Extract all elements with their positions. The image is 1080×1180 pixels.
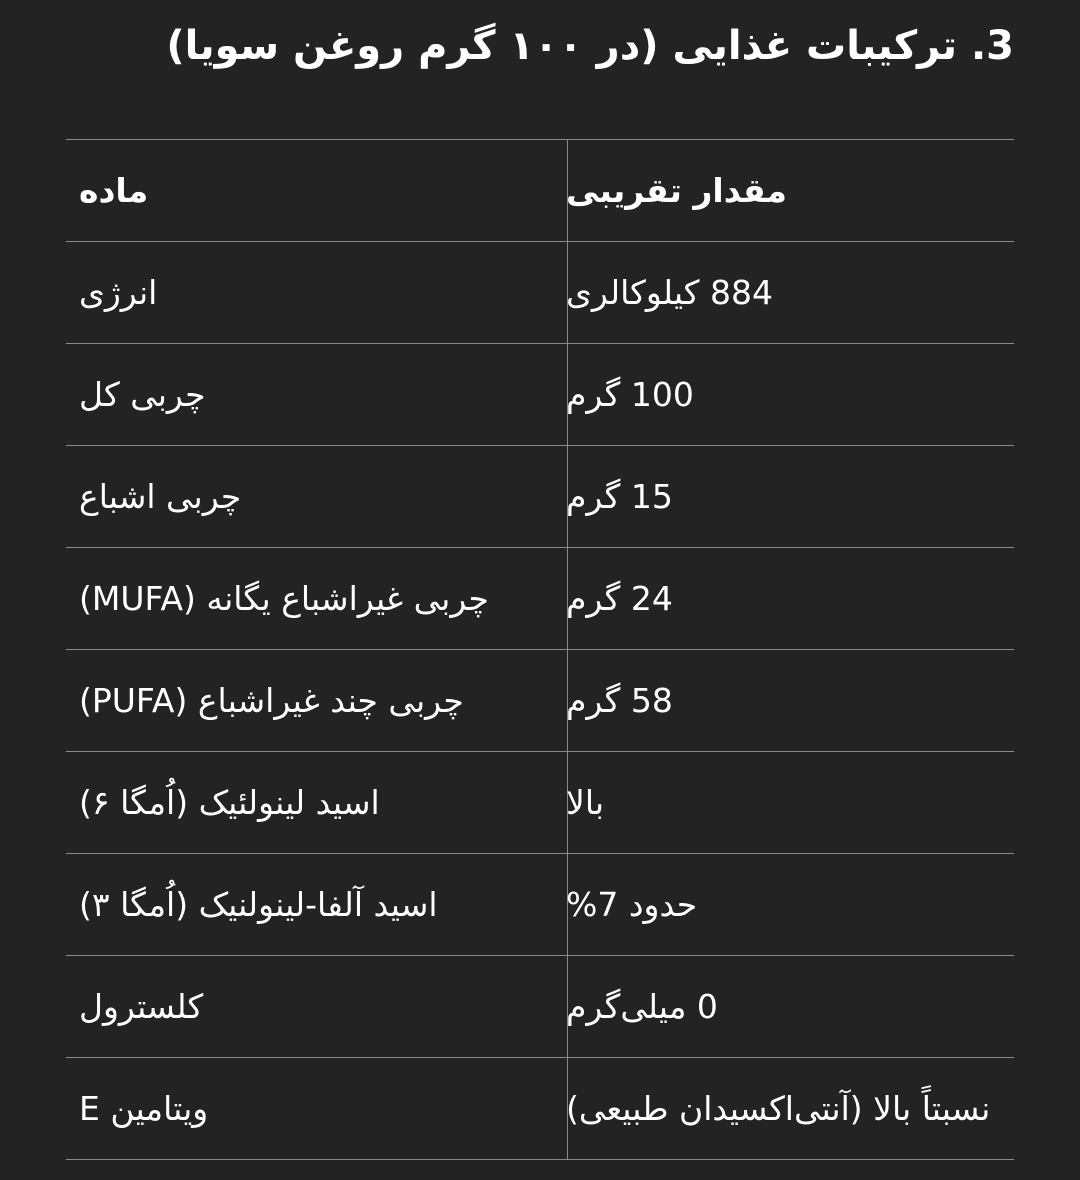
cell-substance: چربی چند غیراشباع (PUFA) [66,650,568,751]
cell-amount: 884 کیلوکالری [566,273,773,312]
nutrition-table [66,139,1014,1161]
table-row [66,650,1014,752]
cell-amount: 58 گرم [566,681,673,720]
cell-substance: چربی کل [66,344,568,445]
table-row [66,854,1014,956]
cell-substance: انرژی [66,242,568,343]
table-row [66,1058,1014,1160]
cell-substance: کلسترول [66,956,568,1057]
table-row [66,752,1014,854]
cell-amount: 24 گرم [566,579,673,618]
cell-substance: اسید آلفا-لینولنیک (اُمگا ۳) [66,854,568,955]
table-row [66,242,1014,344]
table-row [66,548,1014,650]
cell-substance: چربی اشباع [66,446,568,547]
section-heading: 3. ترکیبات غذایی (در ۱۰۰ گرم روغن سویا) [166,23,1014,69]
table-header-row [66,140,1014,242]
cell-amount: نسبتاً بالا (آنتی‌اکسیدان طبیعی) [566,1089,991,1128]
header-amount: مقدار تقریبی [566,171,787,210]
cell-amount: بالا [566,783,605,822]
cell-amount: 0 میلی‌گرم [566,987,718,1026]
table-row [66,344,1014,446]
cell-amount: 100 گرم [566,375,694,414]
cell-substance: ویتامین E [66,1058,568,1159]
header-substance: ماده [66,140,568,241]
table-row [66,956,1014,1058]
table-row [66,446,1014,548]
cell-amount: حدود 7% [566,885,698,924]
cell-substance: چربی غیراشباع یگانه (MUFA) [66,548,568,649]
cell-substance: اسید لینولئیک (اُمگا ۶) [66,752,568,853]
cell-amount: 15 گرم [566,477,673,516]
